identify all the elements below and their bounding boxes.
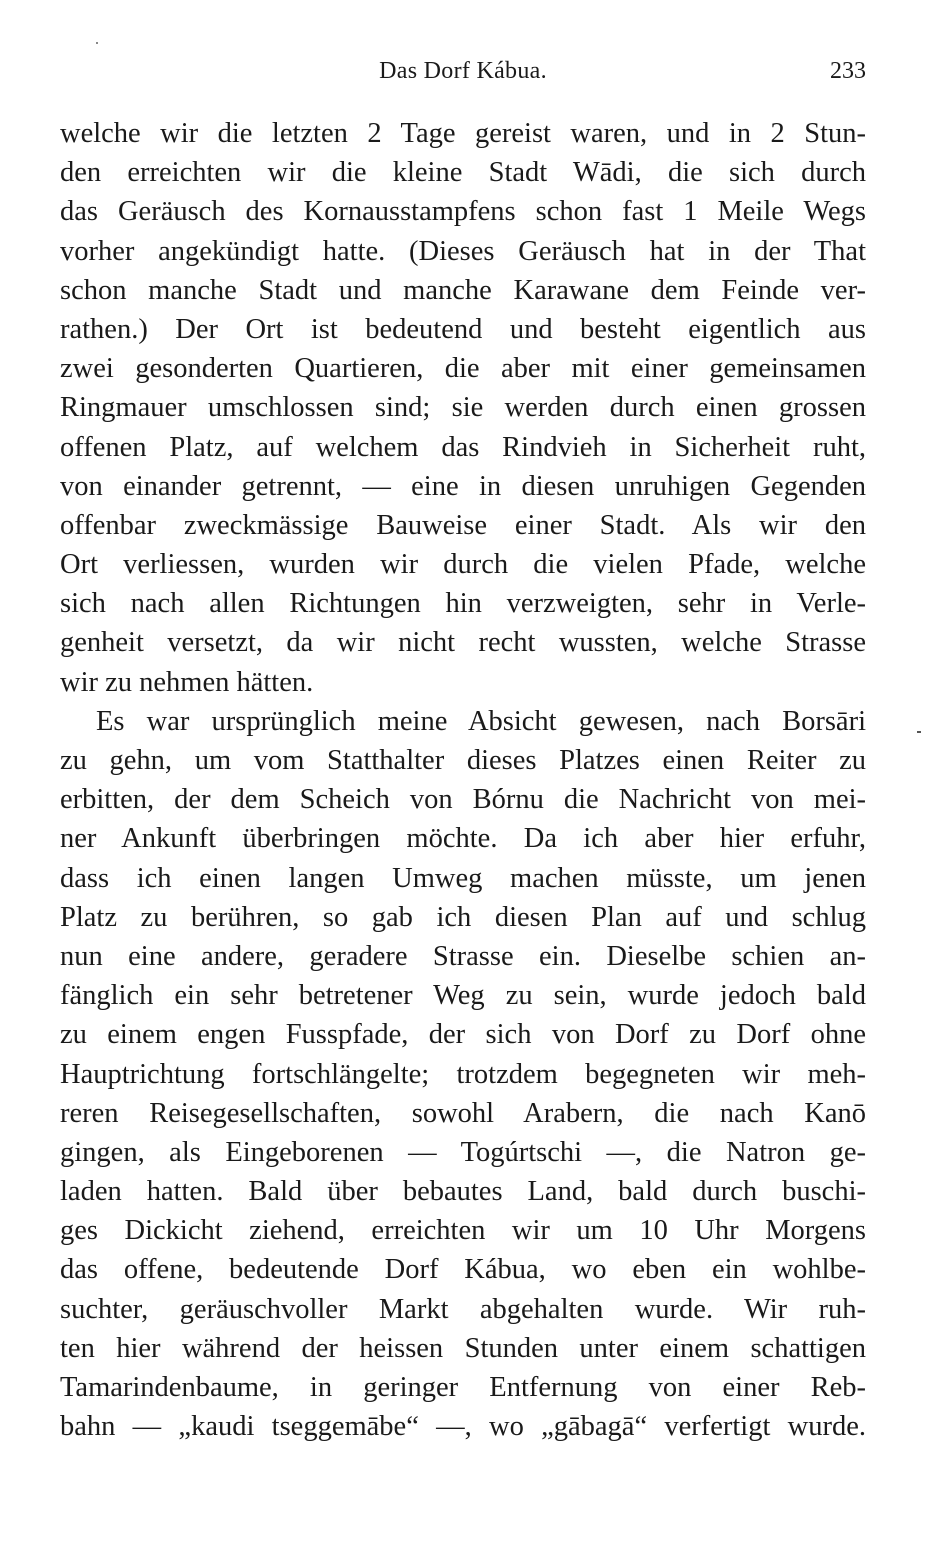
text-line: ges Dickicht ziehend, erreichten wir um 10 Uhr Morgens xyxy=(60,1215,866,1247)
text-line: offenen Platz, auf welchem das Rindvieh in Sicherheit ruht, xyxy=(60,431,866,463)
text-line: Platz zu berühren, so gab ich diesen Plan auf und schlug xyxy=(60,901,866,933)
text-line: schon manche Stadt und manche Karawane dem Feinde ver- xyxy=(60,274,866,306)
text-line: zu einem engen Fusspfade, der sich von Dorf zu Dorf ohne xyxy=(60,1019,866,1051)
running-head xyxy=(60,58,866,92)
body-text xyxy=(60,114,866,1446)
paper-speck xyxy=(96,42,98,44)
text-line: zwei gesonderten Quartieren, die aber mit einer gemeinsamen xyxy=(60,353,866,385)
text-line: vorher angekündigt hatte. (Dieses Geräusch hat in der That xyxy=(60,235,866,267)
text-line: gingen, als Eingeborenen — Togúrtschi —, die Natron ge- xyxy=(60,1136,866,1168)
paragraph-1 xyxy=(60,114,866,702)
text-line: Es war ursprünglich meine Absicht gewesen, nach Borsāri xyxy=(96,705,866,737)
text-line: Ort verliessen, wurden wir durch die vielen Pfade, welche xyxy=(60,549,866,581)
text-line: das offene, bedeutende Dorf Kábua, wo eben ein wohlbe- xyxy=(60,1254,866,1286)
text-line: sich nach allen Richtungen hin verzweigten, sehr in Verle- xyxy=(60,588,866,620)
text-line: laden hatten. Bald über bebautes Land, bald durch buschi- xyxy=(60,1176,866,1208)
text-line: ner Ankunft überbringen möchte. Da ich aber hier erfuhr, xyxy=(60,823,866,855)
text-line: den erreichten wir die kleine Stadt Wādi, die sich durch xyxy=(60,157,866,189)
chapter-running-title: Das Dorf Kábua. xyxy=(379,58,547,84)
text-line: erbitten, der dem Scheich von Bórnu die Nachricht von mei- xyxy=(60,784,866,816)
text-line: reren Reisegesellschaften, sowohl Arabern, die nach Kanō xyxy=(60,1097,866,1129)
text-line: bahn — „kaudi tseggemābe“ —, wo „gābagā“ verfertigt wurde. xyxy=(60,1411,866,1443)
page-number: 233 xyxy=(830,58,866,84)
text-line: von einander getrennt, — eine in diesen unruhigen Gegenden xyxy=(60,470,866,502)
paragraph-2 xyxy=(60,702,866,1447)
text-line: Hauptrichtung fortschlängelte; trotzdem begegneten wir meh- xyxy=(60,1058,866,1090)
text-line: offenbar zweckmässige Bauweise einer Stadt. Als wir den xyxy=(60,509,866,541)
text-line: fänglich ein sehr betretener Weg zu sein, wurde jedoch bald xyxy=(60,980,866,1012)
text-line: ten hier während der heissen Stunden unter einem schattigen xyxy=(60,1332,866,1364)
text-line: welche wir die letzten 2 Tage gereist waren, und in 2 Stun- xyxy=(60,118,866,149)
text-line: Ringmauer umschlossen sind; sie werden durch einen grossen xyxy=(60,392,866,424)
text-line: nun eine andere, geradere Strasse ein. Dieselbe schien an- xyxy=(60,940,866,972)
text-line: genheit versetzt, da wir nicht recht wussten, welche Strasse xyxy=(60,627,866,659)
text-line: wir zu nehmen hätten. xyxy=(60,666,314,698)
text-line: rathen.) Der Ort ist bedeutend und besteht eigentlich aus xyxy=(60,313,866,345)
text-line: zu gehn, um vom Statthalter dieses Platzes einen Reiter zu xyxy=(60,745,866,776)
text-line: das Geräusch des Kornausstampfens schon fast 1 Meile Wegs xyxy=(60,196,866,228)
text-line: dass ich einen langen Umweg machen müsste, um jenen xyxy=(60,862,866,894)
text-line: suchter, geräuschvoller Markt abgehalten wurde. Wir ruh- xyxy=(60,1293,866,1325)
text-line: Tamarindenbaume, in geringer Entfernung von einer Reb- xyxy=(60,1372,866,1403)
margin-mark xyxy=(917,731,921,733)
